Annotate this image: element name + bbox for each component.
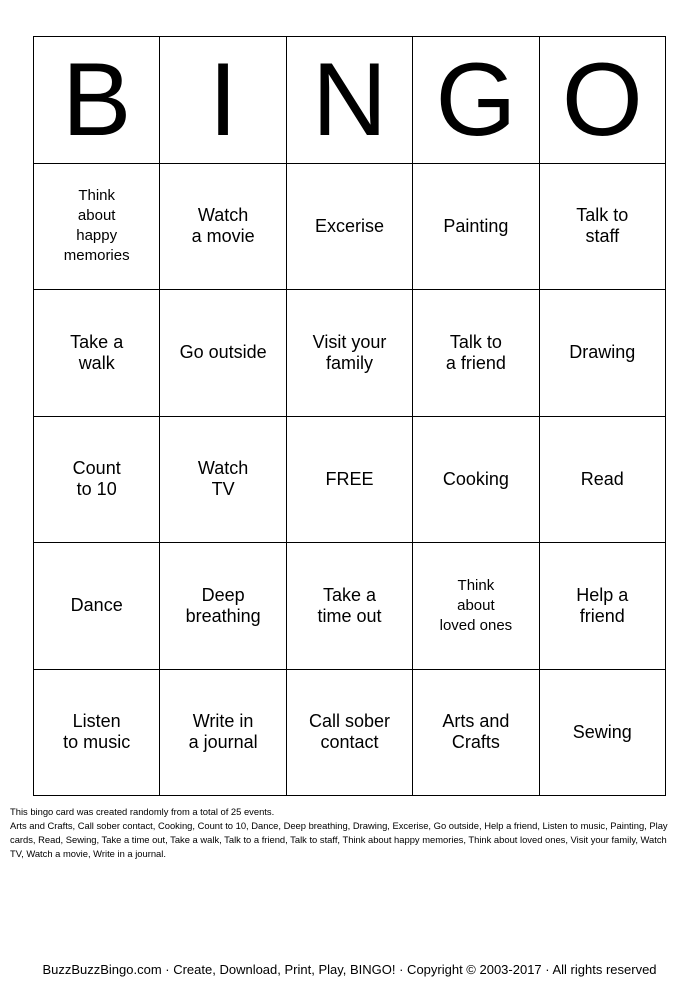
bingo-card <box>33 36 666 796</box>
bingo-square <box>160 543 286 670</box>
square-text: Deep breathing <box>185 584 261 626</box>
bingo-square <box>287 543 413 670</box>
square-text: Excerise <box>314 215 384 236</box>
square-text: Talk to a friend <box>445 331 506 373</box>
square-text: Watch a movie <box>191 205 255 247</box>
square-text: Arts and Crafts <box>442 711 510 753</box>
square-text: Talk to staff <box>576 205 629 247</box>
bingo-square <box>34 290 160 417</box>
square-text: FREE <box>325 468 374 489</box>
square-text: Drawing <box>569 342 636 363</box>
square-text: Cooking <box>442 468 509 489</box>
bingo-square <box>413 290 539 417</box>
square-text: Dance <box>70 595 123 616</box>
square-text: Think about loved ones <box>439 576 513 634</box>
square-text: Count to 10 <box>72 458 121 500</box>
bingo-square <box>540 164 666 291</box>
square-text: Think about happy memories <box>63 187 130 265</box>
square-text: Watch TV <box>197 458 249 500</box>
square-text: Visit your family <box>312 331 387 373</box>
header-letter: I <box>208 41 238 158</box>
square-text: Take a walk <box>70 331 124 373</box>
bingo-square <box>540 290 666 417</box>
bingo-square <box>34 543 160 670</box>
bingo-square <box>160 417 286 544</box>
bingo-square <box>160 164 286 291</box>
bingo-square <box>413 670 539 797</box>
bingo-square <box>160 670 286 797</box>
bingo-square <box>160 290 286 417</box>
bingo-square <box>34 417 160 544</box>
bingo-square <box>34 164 160 291</box>
bingo-square <box>540 417 666 544</box>
square-text: Go outside <box>179 342 267 363</box>
footer-copyright: BuzzBuzzBingo.com · Create, Download, Print, Play, BINGO! · Copyright © 2003-2017 · All rights reserved <box>42 962 657 977</box>
header-letter: O <box>561 41 643 158</box>
bingo-square <box>540 670 666 797</box>
header-letter-o <box>540 37 666 164</box>
square-text: Read <box>580 468 624 489</box>
card-notes <box>10 805 682 861</box>
bingo-square <box>287 290 413 417</box>
bingo-square <box>540 543 666 670</box>
square-text: Painting <box>443 215 509 236</box>
notes-summary: This bingo card was created randomly from a total of 25 events. <box>10 806 275 817</box>
bingo-square <box>413 164 539 291</box>
header-letter-n <box>287 37 413 164</box>
bingo-square <box>34 670 160 797</box>
square-text: Help a friend <box>576 584 629 626</box>
bingo-square <box>413 543 539 670</box>
square-text: Sewing <box>572 721 632 742</box>
bingo-square <box>287 164 413 291</box>
header-letter: N <box>311 41 388 158</box>
free-square <box>287 417 413 544</box>
bingo-square <box>287 670 413 797</box>
square-text: Call sober contact <box>308 711 391 753</box>
notes-event-list: Arts and Crafts, Call sober contact, Cooking, Count to 10, Dance, Deep breathing, Drawing, Excerise, Go outside, Help a friend, Listen to music, Painting, Play cards, Read, Sewing, Take a time out, Take a walk, Talk to a friend, Talk to staff, Think about happy memories, Think about loved ones, Visit your family, Watch TV, Watch a movie, Write in a journal. <box>10 820 668 859</box>
header-letter: B <box>62 41 132 158</box>
square-text: Listen to music <box>63 711 131 753</box>
header-letter-b <box>34 37 160 164</box>
square-text: Write in a journal <box>188 711 258 753</box>
header-letter-i <box>160 37 286 164</box>
bingo-square <box>413 417 539 544</box>
square-text: Take a time out <box>317 584 382 626</box>
header-letter: G <box>435 41 517 158</box>
header-letter-g <box>413 37 539 164</box>
